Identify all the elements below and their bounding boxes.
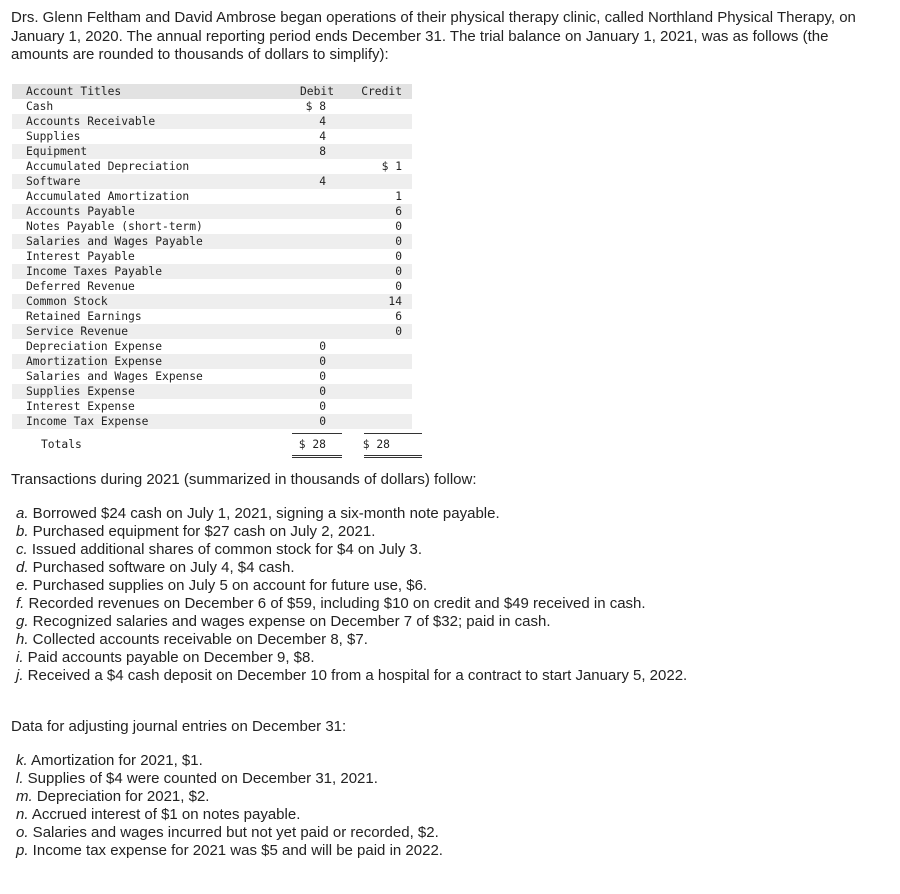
table-row [12,204,412,219]
credit-cell: 6 [395,205,402,218]
item-text: Purchased supplies on July 5 on account for future use, $6. [28,577,428,594]
table-row [12,369,412,384]
account-cell: Supplies Expense [26,385,135,398]
item-text: Recognized salaries and wages expense on December 7 of $32; paid in cash. [28,613,551,630]
credit-cell: 14 [388,295,402,308]
header-credit: Credit [361,85,402,98]
credit-cell: 0 [395,235,402,248]
list-item [16,770,443,788]
account-cell: Interest Payable [26,250,135,263]
credit-cell: $ 1 [381,160,402,173]
totals-row [12,435,412,455]
debit-cell: 4 [319,130,326,143]
account-cell: Accumulated Amortization [26,190,190,203]
totals-credit: $ 28 [362,438,390,451]
table-row [12,159,412,174]
item-letter: b. [16,523,29,540]
item-letter: i. [16,649,24,666]
totals-debit: $ 28 [298,438,326,451]
item-text: Collected accounts receivable on December 8, $7. [28,631,368,648]
debit-subtotal-rule [292,433,342,434]
account-cell: Accounts Payable [26,205,135,218]
account-cell: Service Revenue [26,325,129,338]
transactions-heading: Transactions during 2021 (summarized in thousands of dollars) follow: [11,471,477,488]
table-body [12,99,412,429]
debit-cell: 0 [319,370,326,383]
item-letter: c. [16,541,28,558]
account-cell: Common Stock [26,295,108,308]
account-cell: Salaries and Wages Payable [26,235,203,248]
list-item [16,824,443,842]
account-cell: Income Tax Expense [26,415,149,428]
item-letter: h. [16,631,29,648]
totals-label: Totals [41,438,82,451]
item-text: Depreciation for 2021, $2. [32,788,210,805]
account-cell: Retained Earnings [26,310,142,323]
adjusting-heading: Data for adjusting journal entries on December 31: [11,718,347,735]
list-item [16,649,687,667]
list-item [16,788,443,806]
debit-cell: $ 8 [305,100,326,113]
table-header [12,84,412,99]
account-cell: Depreciation Expense [26,340,163,353]
debit-cell: 0 [319,340,326,353]
account-cell: Accumulated Depreciation [26,160,190,173]
list-item [16,559,687,577]
table-row [12,249,412,264]
item-text: Accrued interest of $1 on notes payable. [28,806,301,823]
table-row [12,144,412,159]
item-text: Borrowed $24 cash on July 1, 2021, signing a six-month note payable. [28,505,500,522]
item-text: Purchased software on July 4, $4 cash. [28,559,295,576]
list-item [16,806,443,824]
credit-cell: 0 [395,280,402,293]
list-item [16,667,687,685]
debit-cell: 0 [319,415,326,428]
table-row [12,99,412,114]
account-cell: Income Taxes Payable [26,265,163,278]
account-cell: Salaries and Wages Expense [26,370,203,383]
debit-cell: 4 [319,175,326,188]
list-item [16,595,687,613]
list-item [16,505,687,523]
item-letter: o. [16,824,29,841]
table-row [12,234,412,249]
item-text: Income tax expense for 2021 was $5 and will be paid in 2022. [28,842,443,859]
credit-cell: 0 [395,220,402,233]
debit-cell: 8 [319,145,326,158]
debit-cell: 0 [319,385,326,398]
list-item [16,842,443,860]
credit-cell: 0 [395,250,402,263]
list-item [16,613,687,631]
item-text: Salaries and wages incurred but not yet paid or recorded, $2. [28,824,439,841]
list-item [16,752,443,770]
item-letter: l. [16,770,24,787]
item-letter: p. [16,842,29,859]
account-cell: Amortization Expense [26,355,163,368]
item-letter: m. [16,788,33,805]
item-letter: n. [16,806,29,823]
list-item [16,541,687,559]
table-row [12,264,412,279]
item-text: Received a $4 cash deposit on December 10 from a hospital for a contract to start January 5, 2022. [23,667,688,684]
table-row [12,279,412,294]
item-text: Amortization for 2021, $1. [27,752,203,769]
table-row [12,174,412,189]
intro-paragraph: Drs. Glenn Feltham and David Ambrose began operations of their physical therapy clinic, called Northland Physical Therapy, on January 1, 2020. The annual reporting period ends December 31. The trial balance on January 1, 2021, was as follows (the amounts are rounded to thousands of dollars to simplify): [11,9,856,63]
credit-cell: 0 [395,325,402,338]
header-account-titles: Account Titles [26,85,122,98]
item-letter: f. [16,595,25,612]
list-item [16,523,687,541]
account-cell: Accounts Receivable [26,115,156,128]
item-letter: g. [16,613,29,630]
credit-subtotal-rule [364,433,422,434]
table-row [12,294,412,309]
item-text: Recorded revenues on December 6 of $59, including $10 on credit and $49 received in cash. [24,595,646,612]
account-cell: Deferred Revenue [26,280,135,293]
item-text: Purchased equipment for $27 cash on July 2, 2021. [28,523,376,540]
list-item [16,577,687,595]
table-row [12,114,412,129]
table-row [12,339,412,354]
table-row [12,129,412,144]
table-row [12,414,412,429]
table-row [12,219,412,234]
table-row [12,324,412,339]
trial-balance-table [12,84,412,459]
item-letter: a. [16,505,29,522]
item-text: Supplies of $4 were counted on December 31, 2021. [23,770,378,787]
item-letter: e. [16,577,29,594]
debit-cell: 0 [319,400,326,413]
transactions-list [16,505,687,685]
header-debit: Debit [299,85,334,98]
credit-cell: 1 [395,190,402,203]
table-row [12,399,412,414]
account-cell: Interest Expense [26,400,135,413]
credit-total-double-rule [364,455,422,458]
account-cell: Supplies [26,130,81,143]
debit-cell: 4 [319,115,326,128]
item-text: Issued additional shares of common stock for $4 on July 3. [27,541,423,558]
item-text: Paid accounts payable on December 9, $8. [23,649,315,666]
table-row [12,189,412,204]
table-row [12,384,412,399]
credit-cell: 0 [395,265,402,278]
account-cell: Equipment [26,145,88,158]
table-row [12,354,412,369]
table-row [12,309,412,324]
item-letter: k. [16,752,28,769]
adjustments-list [16,752,443,860]
debit-cell: 0 [319,355,326,368]
account-cell: Cash [26,100,54,113]
double-rule-spacer [12,455,412,459]
item-letter: d. [16,559,29,576]
account-cell: Notes Payable (short-term) [26,220,203,233]
account-cell: Software [26,175,81,188]
item-letter: j. [16,667,24,684]
list-item [16,631,687,649]
debit-total-double-rule [292,455,342,458]
credit-cell: 6 [395,310,402,323]
